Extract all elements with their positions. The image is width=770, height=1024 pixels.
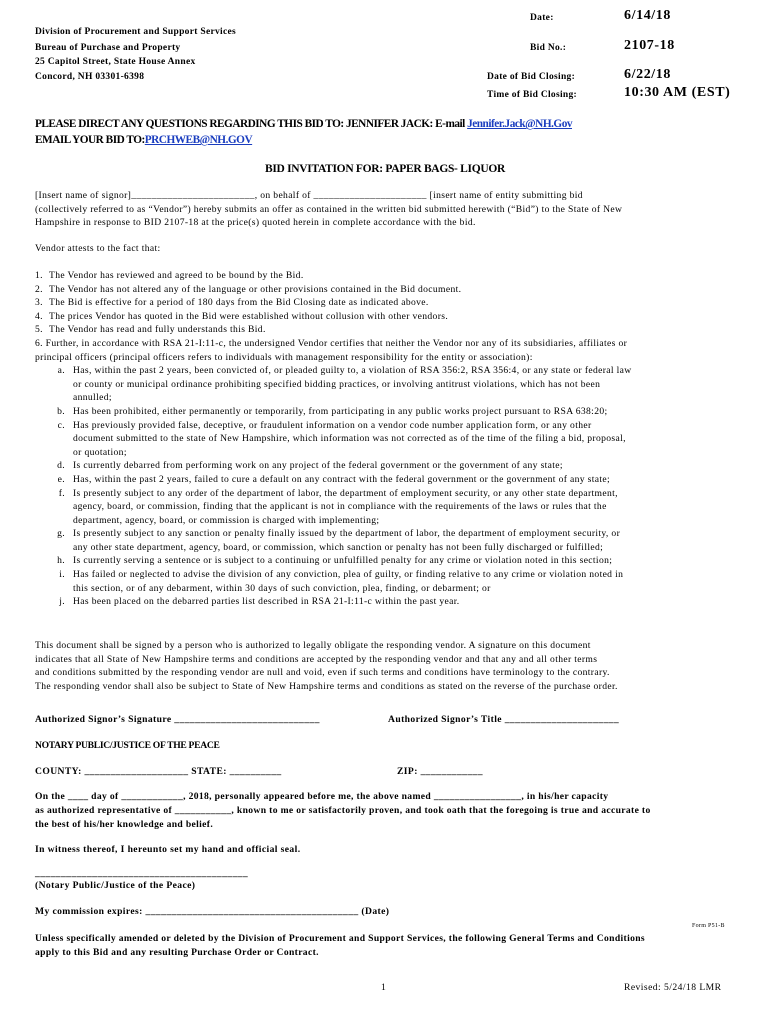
list-item-6: 6. Further, in accordance with RSA 21-I:11-c, the undersigned Vendor certifies that neither the Vendor nor any of its subsidiaries, affiliates or [35, 337, 628, 349]
revised-note: Revised: 5/24/18 LMR [624, 982, 722, 993]
witness-line: In witness thereof, I hereunto set my hand and official seal. [35, 844, 301, 855]
list-item-6-cont: principal officers (principal officers refers to individuals with management responsibility for the entity or association): [35, 351, 533, 363]
closing-time-label: Time of Bid Closing: [487, 90, 578, 100]
closing-time-value: 10:30 AM (EST) [624, 85, 731, 100]
sub-item: c. Has previously provided false, deceptive, or fraudulent information on a vendor code number application form, or any other document submitted to the state of New Hampshire, which information was not corrected as of the time of the filing a bid, proposal, or quotation; [57, 419, 626, 458]
email-bid-link[interactable]: PRCHWEB@NH.GOV [144, 134, 253, 146]
sub-item: g. Is presently subject to any sanction or penalty finally issued by the department of labor, the department of employment security, or any other state department, agency, board, or commission, which sanction or penalty has not been fully discharged or fulfilled; [57, 528, 621, 553]
intro-line: Hampshire in response to BID 2107-18 at the price(s) quoted herein in complete accordance with the bid. [35, 217, 476, 229]
questions-line [35, 118, 572, 130]
sub-item: a. Has, within the past 2 years, been convicted of, or pleaded guilty to, a violation of RSA 356:2, RSA 356:4, or any state or federal law or county or municipal ordinance prohibiting specified bidding practices, or involving antitrust violations, which has not been annulled; [57, 365, 632, 404]
email-bid-line [35, 134, 252, 146]
sub-item: f. Is presently subject to any order of the department of labor, the department of employment security, or any other state department, agency, board, or commission, finding that the applicant is not in compliance with the requirements of the laws or rules that the department, agency, board, or commission is charged with implementing; [58, 487, 618, 526]
questions-email-link[interactable]: Jennifer.Jack@NH.Gov [467, 118, 573, 130]
title-line[interactable]: Authorized Signor’s Title ______________________ [388, 714, 620, 725]
signature-line[interactable]: Authorized Signor’s Signature ____________________________ [35, 714, 320, 725]
agency-street: 25 Capitol Street, State House Annex [35, 57, 196, 67]
closing-date-value: 6/22/18 [624, 67, 671, 82]
notary-heading: NOTARY PUBLIC/JUSTICE OF THE PEACE [35, 740, 220, 751]
zip-field[interactable]: ZIP: ____________ [397, 766, 483, 777]
intro-paragraph [35, 189, 735, 230]
notary-signature-line[interactable]: _________________________________________ [35, 868, 249, 879]
commission-expires-field[interactable]: My commission expires: _________________________________________ (Date) [35, 906, 390, 917]
sub-item: j. Has been placed on the debarred parties list described in RSA 21-I:11-c within the past year. [59, 596, 460, 608]
intro-line: (collectively referred to as “Vendor”) hereby submits an offer as contained in the written bid submitted herewith (“Bid”) to the State of New [35, 203, 623, 215]
page-title: BID INVITATION FOR: PAPER BAGS- LIQUOR [264, 163, 506, 175]
bid-no-label: Bid No.: [530, 43, 567, 53]
closing-date-label: Date of Bid Closing: [487, 72, 576, 82]
sub-item: e. Has, within the past 2 years, failed to cure a default on any contract with the federal government or the government of any state; [57, 473, 611, 485]
list-item: 2. The Vendor has not altered any of the language or other provisions contained in the Bid document. [35, 283, 462, 295]
list-item: 4. The prices Vendor has quoted in the Bid were established without collusion with other vendors. [35, 310, 449, 322]
email-bid-text: EMAIL YOUR BID TO: [35, 134, 145, 146]
questions-text: PLEASE DIRECT ANY QUESTIONS REGARDING THIS BID TO: JENNIFER JACK: E-mail [35, 118, 468, 130]
attestation-list [35, 269, 735, 609]
sub-item: b. Has been prohibited, either permanently or temporarily, from participating in any public works project pursuant to RSA 638:20; [57, 405, 608, 417]
agency-bureau: Bureau of Purchase and Property [35, 43, 181, 53]
date-value: 6/14/18 [624, 8, 671, 23]
notary-signature-label: (Notary Public/Justice of the Peace) [35, 880, 196, 891]
bid-no-value: 2107-18 [624, 38, 675, 53]
sub-item: i. Has failed or neglected to advise the division of any conviction, plea of guilty, or finding relative to any crime or violation noted in this section, or of any debarment, within 30 days of such conviction, plea, finding, or debarment; or [59, 569, 624, 594]
notary-oath-paragraph: On the ____ day of ____________, 2018, personally appeared before me, the above named _________________, in his/her capacity as authorized representative of ___________, known to me or satisfactorily proven, and took oath that the foregoing is true and accurate to the best of his/her knowledge and belief. [35, 791, 651, 830]
list-item: 5. The Vendor has read and fully understands this Bid. [35, 324, 266, 336]
list-item: 3. The Bid is effective for a period of 180 days from the Bid Closing date as indicated above. [35, 297, 429, 309]
intro-line: [Insert name of signor]________________________, on behalf of ______________________ [insert name of entity submitting bid [35, 190, 583, 201]
terms-paragraph: Unless specifically amended or deleted by the Division of Procurement and Support Services, the following General Terms and Conditions apply to this Bid and any resulting Purchase Order or Contract. [35, 933, 646, 958]
attests-line: Vendor attests to the fact that: [35, 243, 161, 254]
signing-paragraph: This document shall be signed by a person who is authorized to legally obligate the responding vendor. A signature on this document indicates that all State of New Hampshire terms and conditions are accepted by the responding vendor and that any and all other terms and conditions submitted by the responding vendor are null and void, even if such terms and conditions have terminology to the contrary. The responding vendor shall also be subject to State of New Hampshire terms and conditions as stated on the reverse of the purchase order. [35, 640, 618, 692]
agency-city: Concord, NH 03301-6398 [35, 72, 145, 82]
date-label: Date: [530, 13, 554, 23]
sub-item: d. Is currently debarred from performing work on any project of the federal government or the government of any state; [57, 460, 563, 472]
list-item: 1. The Vendor has reviewed and agreed to be bound by the Bid. [35, 270, 304, 281]
county-state-field[interactable]: COUNTY: ____________________ STATE: __________ [35, 766, 282, 777]
agency-division: Division of Procurement and Support Services [35, 27, 237, 37]
form-number: Form P51-B [692, 923, 725, 929]
page-number: 1 [381, 982, 387, 993]
sub-item: h. Is currently serving a sentence or is subject to a continuing or unfulfilled penalty for any crime or violation noted in this section; [57, 555, 613, 567]
